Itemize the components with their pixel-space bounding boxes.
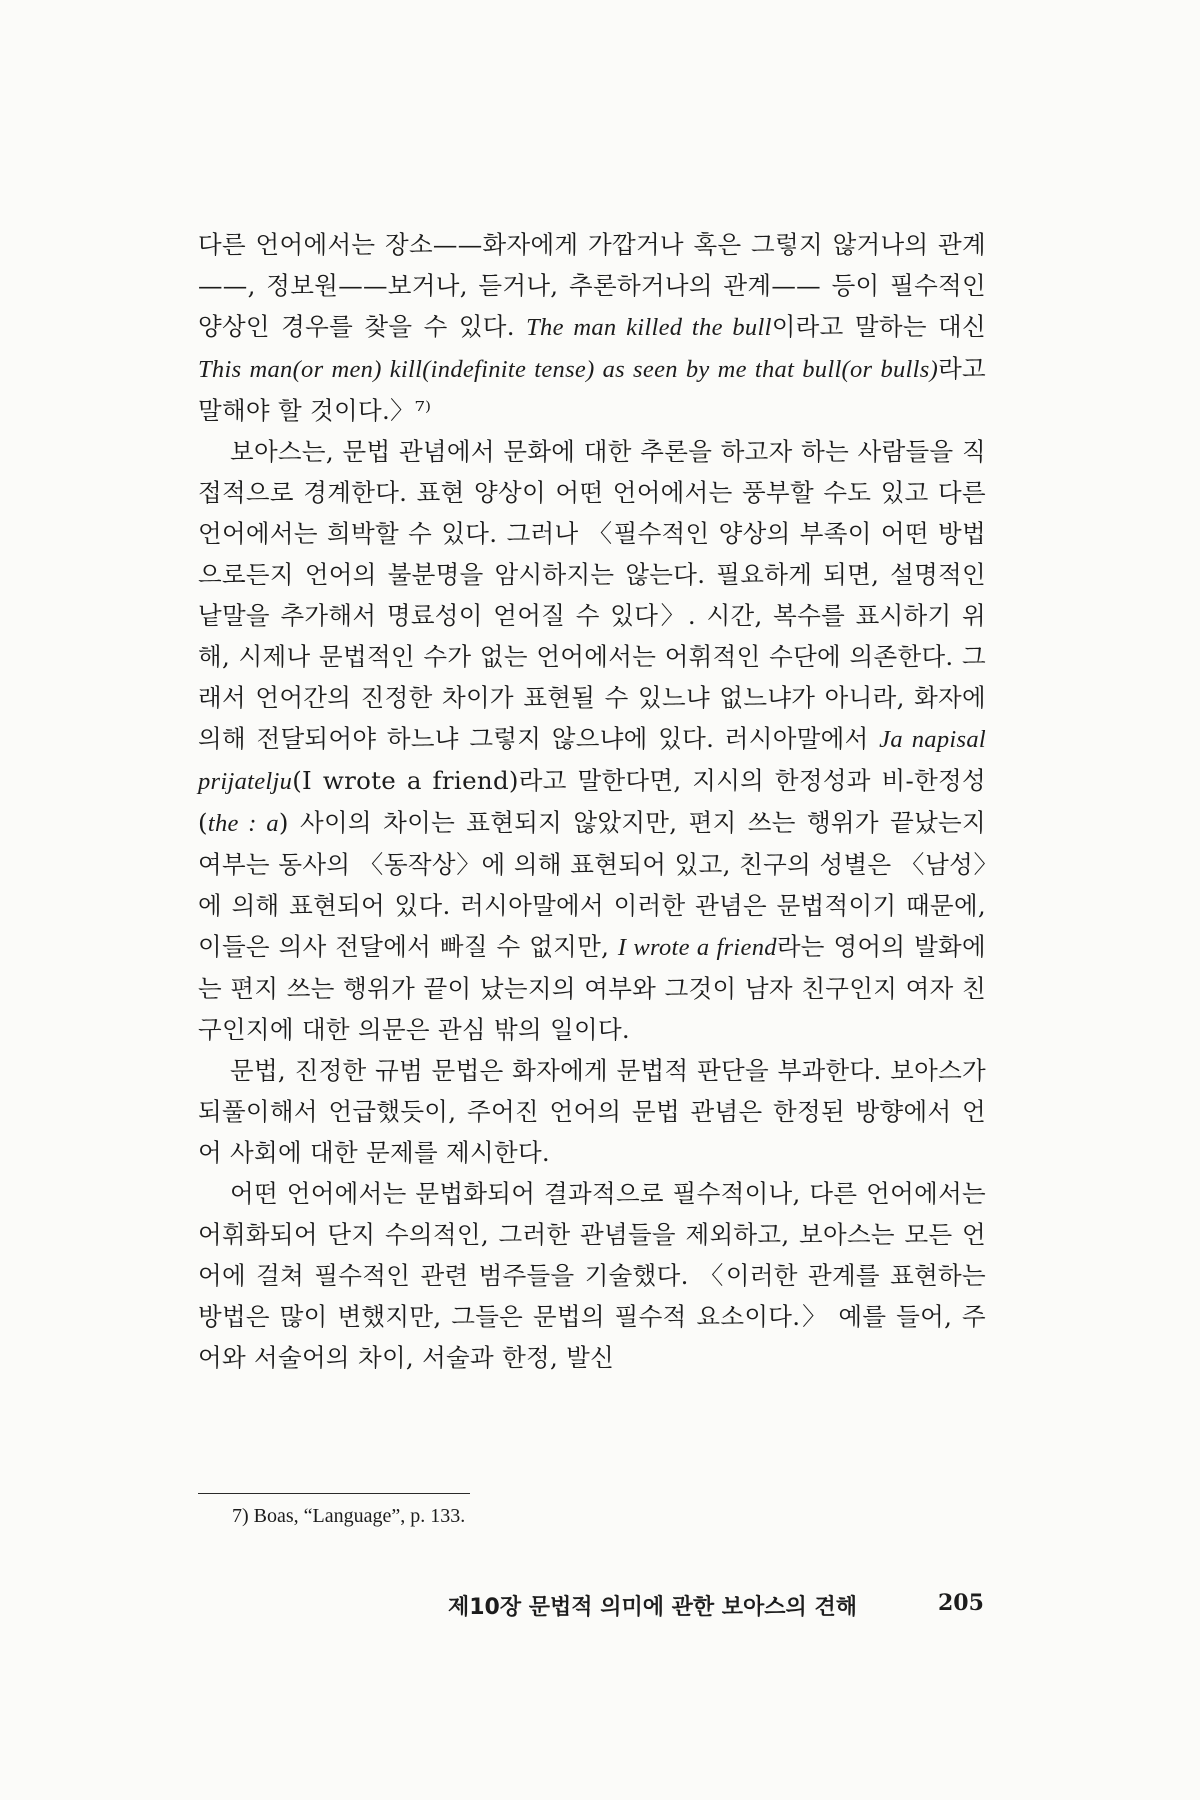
text-run: 다른 언어에서는 장소——화자에게 가깝거나 혹은 그렇지 않거나의 관계——, 정보원——보거나, 듣거나, 추론하거나의 관계—— 등이 필수적인 양상인 경우를 찾을 수 있다.	[198, 230, 986, 341]
footnote: 7) Boas, “Language”, p. 133.	[232, 1505, 466, 1527]
text-run: (I wrote a friend)라고 말한다면, 지시의 한정성과 비-한정성 (	[198, 766, 986, 837]
page-number: 205	[938, 1590, 984, 1616]
english-example: I wrote a friend	[617, 934, 777, 961]
paragraph-1	[198, 224, 986, 431]
running-footer: 제10장 문법적 의미에 관한 보아스의 견해	[448, 1595, 857, 1620]
paragraph-2	[198, 431, 986, 1050]
russian-example: Ja napisal prijatelju	[198, 726, 987, 795]
text-run: 보아스는, 문법 관념에서 문화에 대한 추론을 하고자 하는 사람들을 직접적으로 경계한다. 표현 양상이 어떤 언어에서는 풍부할 수도 있고 다른 언어에서는 희박할 수 있다. 그러나 〈필수적인 양상의 부족이 어떤 방법으로든지 언어의 불분명을 암시하지는 않는다. 필요하게 되면, 설명적인 낱말을 추가해서 명료성이 얻어질 수 있다〉. 시간, 복수를 표시하기 위해, 시제나 문법적인 수가 없는 언어에서는 어휘적인 수단에 의존한다. 그래서 언어간의 진정한 차이가 표현될 수 있느냐 없느냐가 아니라, 화자에 의해 전달되어야 하느냐 그렇지 않으냐에 있다. 러시아말에서	[198, 437, 986, 753]
body-text	[198, 224, 986, 1378]
paragraph-4	[198, 1173, 986, 1378]
article-example: the : a	[207, 810, 279, 837]
text-run: 문법, 진정한 규범 문법은 화자에게 문법적 판단을 부과한다. 보아스가 되풀이해서 언급했듯이, 주어진 언어의 문법 관념은 한정된 방향에서 언어 사회에 대한 문제를 제시한다.	[198, 1056, 986, 1167]
footnote-divider	[198, 1493, 470, 1494]
text-run: 이라고 말하는 대신	[771, 312, 986, 341]
paragraph-3	[198, 1050, 986, 1173]
text-run: 라는 영어의 발화에는 편지 쓰는 행위가 끝이 났는지의 여부와 그것이 남자 친구인지 여자 친구인지에 대한 의문은 관심 밖의 일이다.	[198, 932, 986, 1044]
english-example: The man killed the bull	[526, 314, 772, 341]
text-run: 라고 말해야 할 것이다.〉⁷⁾	[198, 354, 986, 425]
english-example: This man(or men) kill(indefinite tense) as seen by me that bull(or bulls)	[198, 356, 939, 383]
text-run: 어떤 언어에서는 문법화되어 결과적으로 필수적이나, 다른 언어에서는 어휘화되어 단지 수의적인, 그러한 관념들을 제외하고, 보아스는 모든 언어에 걸쳐 필수적인 관련 범주들을 기술했다. 〈이러한 관계를 표현하는 방법은 많이 변했지만, 그들은 문법의 필수적 요소이다.〉 예를 들어, 주어와 서술어의 차이, 서술과 한정, 발신	[198, 1179, 986, 1372]
text-run: ) 사이의 차이는 표현되지 않았지만, 편지 쓰는 행위가 끝났는지 여부는 동사의 〈동작상〉에 의해 표현되어 있고, 친구의 성별은 〈남성〉에 의해 표현되어 있다. 러시아말에서 이러한 관념은 문법적이기 때문에, 이들은 의사 전달에서 빠질 수 없지만,	[198, 808, 986, 961]
